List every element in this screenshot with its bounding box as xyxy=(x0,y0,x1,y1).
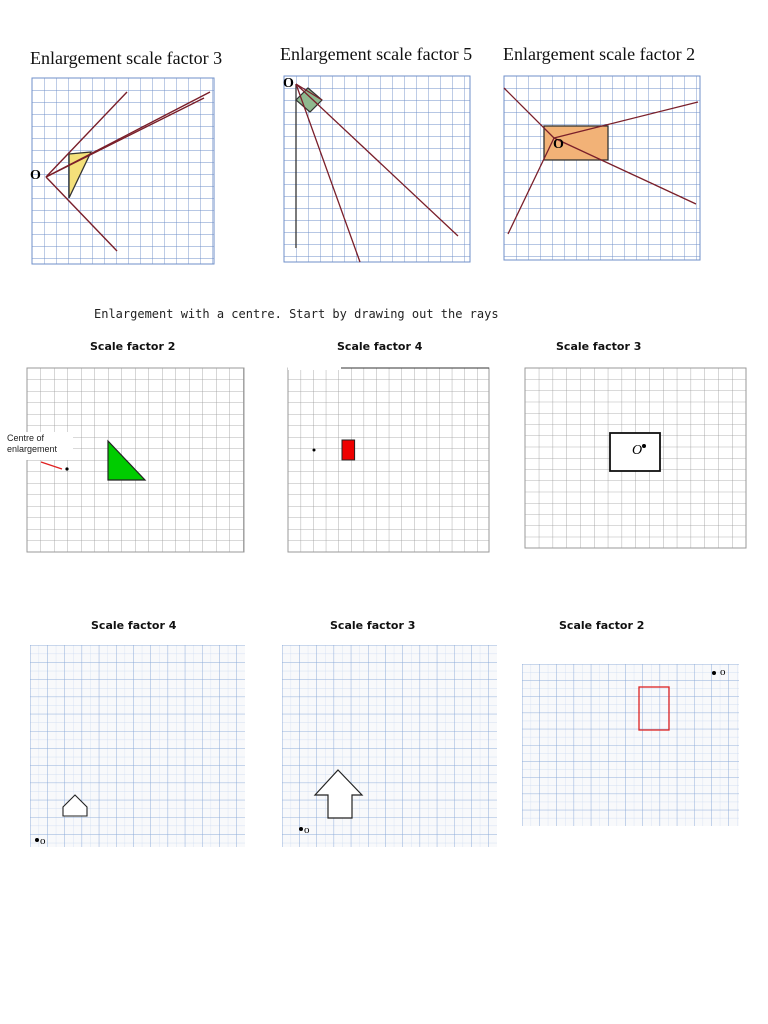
example-title-3: Enlargement scale factor 2 xyxy=(503,44,696,64)
centre-label-r2-2: o xyxy=(304,824,310,836)
row1-label-1: Scale factor 2 xyxy=(90,340,176,353)
exercise-grid-r2-2 xyxy=(282,645,497,847)
red-rectangle xyxy=(342,440,355,460)
row2-label-1: Scale factor 4 xyxy=(91,619,177,632)
centre-dot xyxy=(35,838,39,842)
centre-label-r2-3: o xyxy=(720,666,726,678)
centre-label-3: O xyxy=(553,137,564,152)
exercise-grid-r1-1 xyxy=(27,368,244,552)
centre-dot xyxy=(642,444,646,448)
centre-dot xyxy=(712,671,716,675)
centre-dot xyxy=(65,467,68,470)
example-title-1: Enlargement scale factor 3 xyxy=(30,48,223,68)
centre-label-2: O xyxy=(283,76,294,91)
centre-label-r2-1: o xyxy=(40,835,46,847)
centre-dot xyxy=(299,827,303,831)
instruction-text: Enlargement with a centre. Start by drawing out the rays xyxy=(94,307,499,321)
row1-label-2: Scale factor 4 xyxy=(337,340,423,353)
exercise-grid-r2-3 xyxy=(522,664,739,826)
centre-annotation: Centre of enlargement xyxy=(7,433,58,454)
centre-label-r1-3: O xyxy=(632,443,643,458)
exercise-grid-r2-1 xyxy=(30,645,245,847)
example-title-2: Enlargement scale factor 5 xyxy=(280,44,473,64)
row2-label-2: Scale factor 3 xyxy=(330,619,416,632)
centre-label-1: O xyxy=(30,168,41,183)
example-grid-1 xyxy=(32,78,214,264)
example-grid-3 xyxy=(504,76,700,260)
row1-label-3: Scale factor 3 xyxy=(556,340,642,353)
exercise-grid-r1-2 xyxy=(288,368,489,552)
centre-dot xyxy=(313,449,316,452)
example-grid-2 xyxy=(284,76,470,262)
row2-label-3: Scale factor 2 xyxy=(559,619,645,632)
